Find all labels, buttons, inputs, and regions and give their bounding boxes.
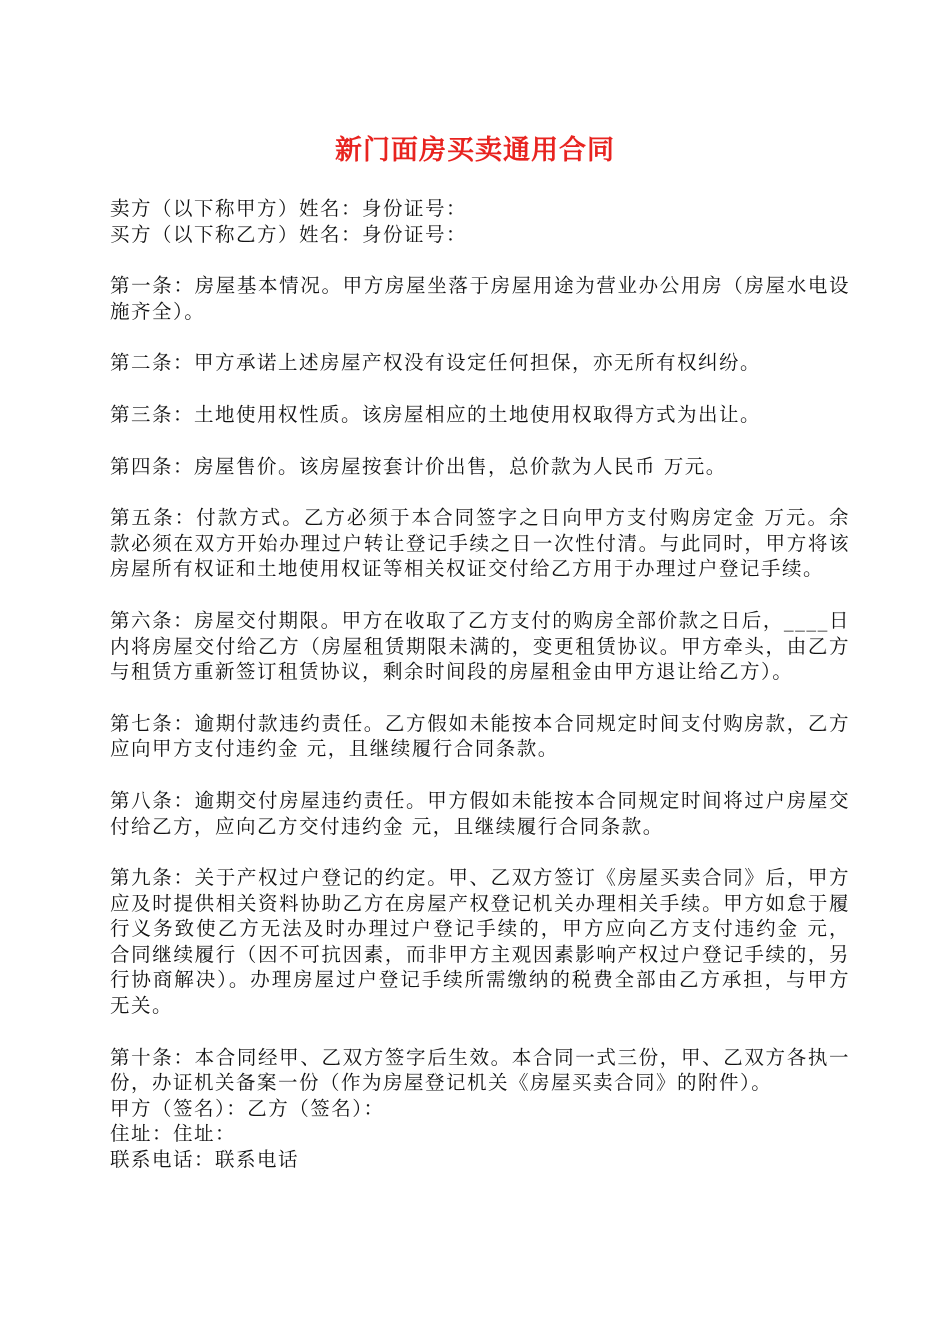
article-2: 第二条：甲方承诺上述房屋产权没有设定任何担保，亦无所有权纠纷。 [110,351,762,375]
paragraph-gap [110,582,850,608]
paragraph-gap [110,479,850,505]
signature-line: 甲方（签名）：乙方（签名）： [110,1096,385,1120]
article-5: 第五条：付款方式。乙方必须于本合同签字之日向甲方支付购房定金 万元。余款必须在双方开始办理过户转让登记手续之日一次性付清。与此同时，甲方将该房屋所有权证和土地使用权证等相关权证交付给乙方用于办理过户登记手续。 [110,506,850,581]
article-1: 第一条：房屋基本情况。甲方房屋坐落于房屋用途为营业办公用房（房屋水电设施齐全）。 [110,274,850,323]
document-title: 新门面房买卖通用合同 [335,135,615,166]
article-10: 第十条：本合同经甲、乙双方签字后生效。本合同一式三份，甲、乙双方各执一份，办证机关备案一份（作为房屋登记机关《房屋买卖合同》的附件）。 [110,1045,850,1095]
paragraph-gap [110,428,850,454]
document-body [110,196,850,1173]
address-line: 住址：住址： [110,1122,237,1146]
phone-line: 联系电话：联系电话 [110,1148,300,1172]
paragraph-gap [110,1019,850,1045]
seller-line: 卖方（以下称甲方）姓名：身份证号： [110,197,468,220]
paragraph-gap [110,762,850,788]
buyer-line: 买方（以下称乙方）姓名：身份证号： [110,222,468,246]
paragraph-gap [110,685,850,711]
article-7: 第七条：逾期付款违约责任。乙方假如未能按本合同规定时间支付购房款，乙方应向甲方支付违约金 元，且继续履行合同条款。 [110,711,850,761]
article-3: 第三条：土地使用权性质。该房屋相应的土地使用权取得方式为出让。 [110,402,762,426]
paragraph-gap [110,376,850,402]
paragraph-gap [110,839,850,865]
article-4: 第四条：房屋售价。该房屋按套计价出售，总价款为人民币 万元。 [110,454,727,478]
paragraph-gap [110,247,850,273]
article-9: 第九条：关于产权过户登记的约定。甲、乙双方签订《房屋买卖合同》后，甲方应及时提供相关资料协助乙方在房屋产权登记机关办理相关手续。甲方如怠于履行义务致使乙方无法及时办理过户登记手续的，甲方应向乙方支付违约金 元，合同继续履行（因不可抗因素，而非甲方主观因素影响产权过户登记手续的，另行协商解决）。办理房屋过户登记手续所需缴纳的税费全部由乙方承担，与甲方无关。 [110,866,850,1018]
paragraph-gap [110,324,850,350]
article-8: 第八条：逾期交付房屋违约责任。甲方假如未能按本合同规定时间将过户房屋交付给乙方，应向乙方交付违约金 元，且继续履行合同条款。 [110,788,850,838]
article-6: 第六条：房屋交付期限。甲方在收取了乙方支付的购房全部价款之日后，____日内将房屋交付给乙方（房屋租赁期限未满的，变更租赁协议。甲方牵头，由乙方与租赁方重新签订租赁协议，剩余时间段的房屋租金由甲方退让给乙方）。 [110,608,850,684]
